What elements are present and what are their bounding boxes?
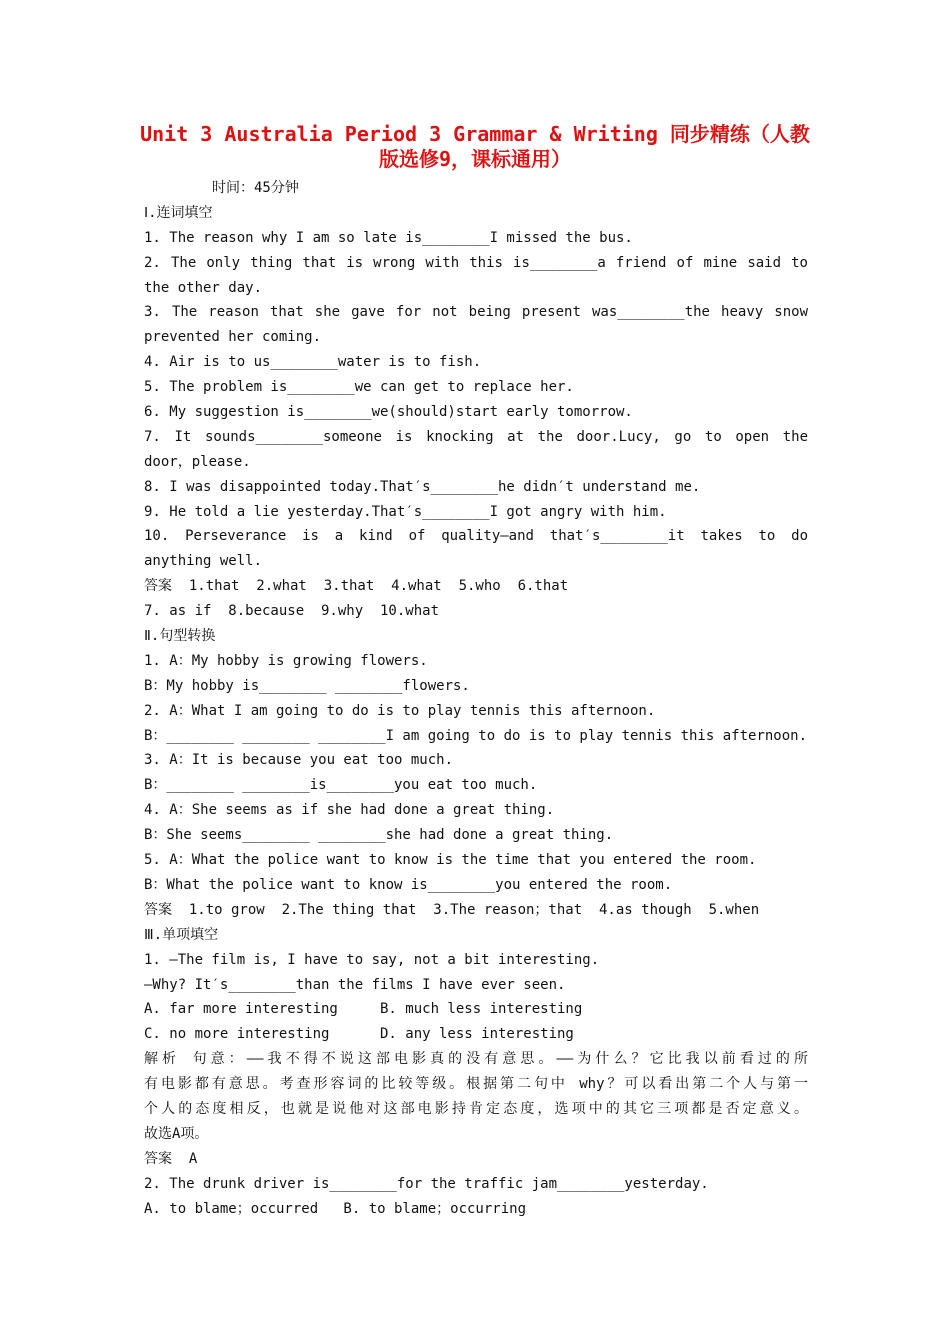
answer-key: 答案 A: [144, 1150, 198, 1167]
question-line: 10. Perseverance is a kind of quality—and that′s________it takes to do: [144, 528, 808, 545]
question-line: —Why? It′s________than the films I have ever seen.: [144, 976, 566, 993]
question-line: 1. A：My hobby is growing flowers.: [144, 652, 428, 669]
explanation-line: 有电影都有意思。考查形容词的比较等级。根据第二句中 why？可以看出第二个人与第一: [144, 1076, 808, 1093]
time-limit: 时间：45分钟: [212, 180, 299, 196]
question-line: 4. A：She seems as if she had done a great thing.: [144, 802, 555, 819]
question-line: the other day.: [144, 279, 263, 296]
section-heading-1: Ⅰ.连词填空: [144, 204, 213, 221]
explanation-line: 故选A项。: [144, 1125, 209, 1142]
question-line: 3. The reason that she gave for not being present was________the heavy snow: [144, 304, 808, 321]
question-line: B：________ ________is________you eat too much.: [144, 777, 538, 794]
question-line: 6. My suggestion is________we(should)start early tomorrow.: [144, 404, 633, 421]
question-line: 7. It sounds________someone is knocking at the door.Lucy, go to open the: [144, 428, 808, 445]
answer-key: 答案 1.that 2.what 3.that 4.what 5.who 6.that: [144, 578, 569, 595]
explanation-line: 解析 句意：——我不得不说这部电影真的没有意思。——为什么？它比我以前看过的所: [144, 1051, 808, 1068]
explanation-line: 个人的态度相反，也就是说他对这部电影持肯定态度，选项中的其它三项都是否定意义。: [144, 1100, 808, 1117]
option-line: A. far more interesting B. much less interesting: [144, 1001, 583, 1018]
document-title: [130, 122, 820, 172]
question-line: 2. The only thing that is wrong with this is________a friend of mine said to: [144, 254, 808, 271]
title-line-1: Unit 3 Australia Period 3 Grammar & Writing 同步精练（人教: [140, 122, 810, 146]
question-line: B：What the police want to know is________you entered the room.: [144, 876, 673, 893]
question-line: door，please.: [144, 453, 251, 470]
title-line-2: 版选修9，课标通用）: [378, 147, 572, 171]
section-heading-2: Ⅱ.句型转换: [144, 628, 216, 645]
section-heading-3: Ⅲ.单项填空: [144, 926, 219, 943]
question-line: 8. I was disappointed today.That′s________he didn′t understand me.: [144, 478, 701, 495]
question-line: 4. Air is to us________water is to fish.: [144, 354, 482, 371]
answer-key: 答案 1.to grow 2.The thing that 3.The reason；that 4.as though 5.when: [144, 901, 760, 918]
question-line: 2. A：What I am going to do is to play tennis this afternoon.: [144, 702, 656, 719]
question-line: anything well.: [144, 553, 263, 570]
question-line: 5. A：What the police want to know is the time that you entered the room.: [144, 852, 757, 869]
answer-key: 7. as if 8.because 9.why 10.what: [144, 603, 440, 620]
option-line: C. no more interesting D. any less interesting: [144, 1026, 574, 1043]
question-line: B：My hobby is________ ________flowers.: [144, 677, 470, 694]
question-line: B：She seems________ ________she had done a great thing.: [144, 827, 614, 844]
question-line: prevented her coming.: [144, 329, 322, 346]
question-line: 9. He told a lie yesterday.That′s________I got angry with him.: [144, 503, 667, 520]
question-line: 5. The problem is________we can get to replace her.: [144, 379, 574, 396]
document-body: [144, 176, 808, 1221]
option-line: A. to blame；occurred B. to blame；occurring: [144, 1200, 527, 1217]
question-line: 1. —The film is, I have to say, not a bit interesting.: [144, 951, 600, 968]
question-line: 3. A：It is because you eat too much.: [144, 752, 454, 769]
question-line: 1. The reason why I am so late is________I missed the bus.: [144, 229, 633, 246]
question-line: B：________ ________ ________I am going to do is to play tennis this afternoon.: [144, 727, 808, 744]
question-line: 2. The drunk driver is________for the traffic jam________yesterday.: [144, 1175, 709, 1192]
